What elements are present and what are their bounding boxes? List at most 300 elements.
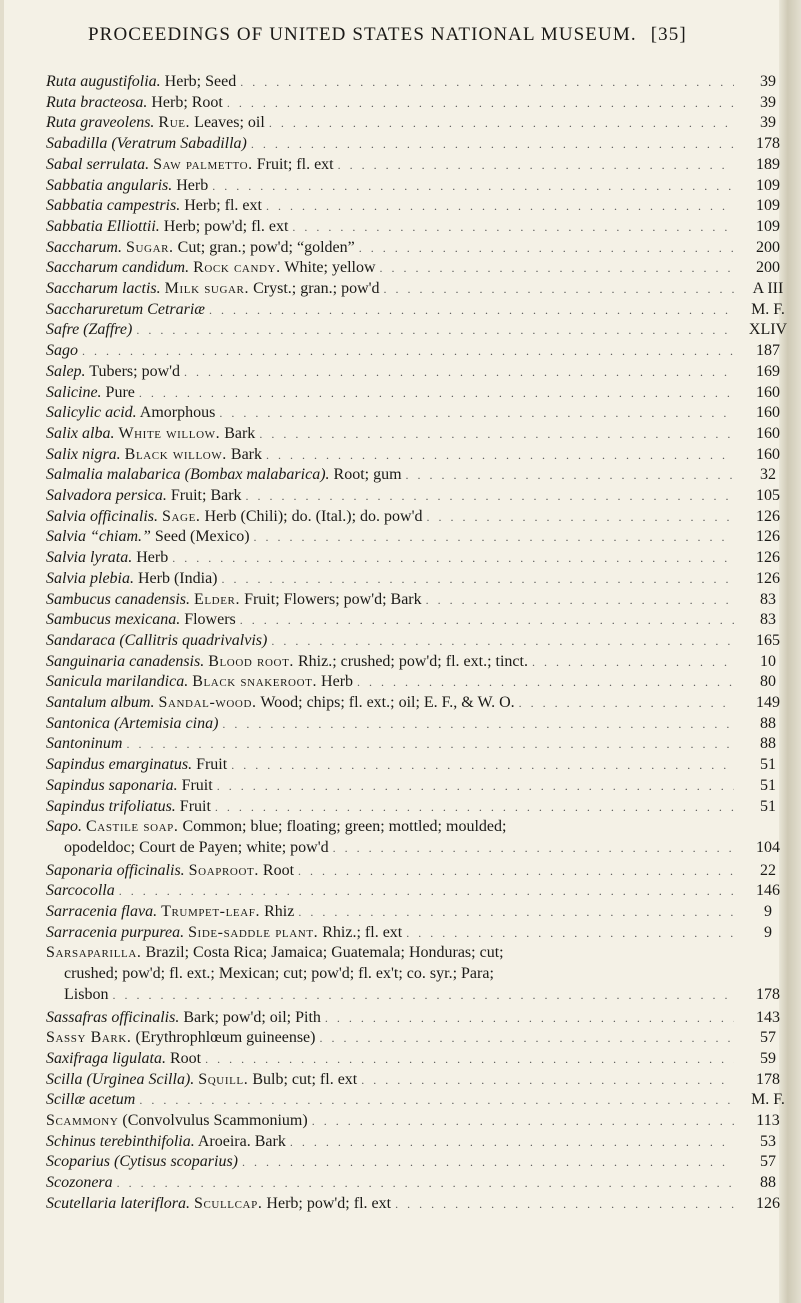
common-name: Rue.	[158, 114, 191, 132]
entry-description: Fruit	[181, 776, 213, 794]
entry-line	[46, 923, 738, 943]
entry-line	[46, 93, 738, 113]
entry-description: Rhiz.; crushed; pow'd; fl. ext.; tinct.	[298, 652, 528, 670]
page-reference: 109	[756, 217, 780, 235]
page-reference: 126	[756, 549, 780, 567]
entry-text	[46, 1008, 321, 1028]
entry-text	[46, 445, 262, 465]
entry-line	[46, 507, 738, 527]
latin-name: Salvia officinalis.	[46, 507, 158, 525]
latin-name: Salix nigra.	[46, 445, 121, 463]
entry-description: Fruit; Bark	[170, 487, 242, 504]
common-name: White willow.	[118, 424, 221, 442]
page-header	[88, 24, 768, 46]
latin-name: Scilla (Urginea Scilla).	[46, 1070, 195, 1088]
entry-text	[46, 1028, 315, 1048]
entry-text	[46, 279, 380, 299]
page-reference: 104	[756, 838, 780, 856]
latin-name: Salmalia malabarica (Bombax malabarica).	[46, 466, 330, 484]
latin-name: Sambucus canadensis.	[46, 590, 190, 608]
entry-text	[46, 1194, 391, 1214]
entry-line	[46, 341, 738, 361]
page-reference: 178	[756, 1070, 780, 1088]
entry-line	[46, 590, 738, 610]
common-name: Castile soap.	[86, 818, 179, 836]
common-name: Blood root.	[208, 652, 294, 670]
latin-name: Salvia lyrata.	[46, 549, 133, 567]
common-name: Saw palmetto.	[153, 155, 253, 173]
entry-text	[46, 569, 218, 589]
page-reference: 10	[760, 652, 776, 670]
dot-leader	[259, 424, 734, 444]
entry-text	[46, 238, 355, 258]
latin-name: Saccharum.	[46, 238, 122, 256]
entry-line	[46, 817, 506, 837]
latin-name: Sanicula marilandica.	[46, 673, 189, 691]
page-reference: M. F.	[751, 1091, 785, 1109]
entry-line	[46, 383, 738, 403]
dot-leader	[136, 320, 734, 340]
entry-line	[46, 362, 738, 382]
dot-leader	[333, 838, 734, 858]
entry-description: Fruit; Flowers; pow'd; Bark	[244, 590, 422, 608]
entry-text	[46, 861, 294, 881]
page-reference: 126	[756, 507, 780, 525]
entry-text	[46, 797, 211, 817]
latin-name: Salvia “chiam.”	[46, 528, 151, 546]
latin-name: Sapindus saponaria.	[46, 776, 178, 794]
latin-name: Sabbatia angularis.	[46, 176, 173, 194]
dot-leader	[242, 1152, 734, 1172]
common-name: Milk sugar.	[164, 280, 250, 297]
dot-leader	[246, 486, 734, 506]
entry-description: Seed (Mexico)	[154, 528, 250, 546]
page-reference: 51	[760, 776, 776, 794]
entry-line	[46, 1028, 738, 1048]
page-reference: 80	[760, 673, 776, 691]
page-reference: 9	[764, 903, 772, 920]
dot-leader	[406, 923, 734, 943]
entry-line	[46, 134, 738, 154]
entry-line	[46, 943, 504, 963]
entry-text	[46, 714, 218, 734]
entry-text	[46, 548, 168, 568]
page-reference: 57	[760, 1029, 776, 1047]
dot-leader	[312, 1111, 734, 1131]
entry-text	[46, 341, 78, 361]
dot-leader	[222, 569, 735, 589]
entry-continuation-line	[64, 985, 738, 1005]
page-reference: 143	[756, 1008, 780, 1026]
entry-text	[46, 1049, 201, 1069]
page-reference: 22	[760, 861, 776, 879]
latin-name: Scillæ acetum	[46, 1091, 136, 1109]
dot-leader	[231, 755, 734, 775]
dot-leader	[172, 548, 734, 568]
page-reference: 200	[756, 259, 780, 277]
dot-leader	[205, 1049, 734, 1069]
dot-leader	[406, 465, 734, 485]
page-reference: 53	[760, 1132, 776, 1150]
entry-description: Bark; pow'd; oil; Pith	[183, 1008, 321, 1026]
entry-text	[46, 403, 215, 423]
page-reference: A III	[752, 280, 784, 297]
entry-continuation: opodeldoc; Court de Payen; white; pow'd	[64, 838, 329, 856]
latin-name: Sambucus mexicana.	[46, 611, 181, 629]
entry-line	[46, 693, 738, 713]
entry-line	[46, 238, 738, 258]
entry-line	[46, 1152, 738, 1172]
page-reference: 9	[764, 923, 772, 941]
dot-leader	[222, 714, 734, 734]
latin-name: Santonica (Artemisia cina)	[46, 714, 219, 732]
running-title: PROCEEDINGS OF UNITED STATES NATIONAL MUSEUM.	[88, 24, 637, 45]
entry-line	[46, 610, 738, 630]
entry-text	[46, 693, 515, 713]
dot-leader	[139, 1090, 734, 1110]
entry-line	[46, 196, 738, 216]
dot-leader	[325, 1008, 734, 1028]
entry-text	[46, 507, 422, 527]
dot-leader	[271, 631, 734, 651]
page-reference: 165	[756, 631, 780, 649]
common-name: Rock candy.	[193, 259, 281, 277]
entry-line	[46, 797, 738, 817]
entry-text	[46, 818, 506, 835]
entry-description: Root	[170, 1049, 202, 1067]
entry-description: (Convolvulus Scammonium)	[122, 1112, 308, 1129]
dot-leader	[338, 155, 734, 175]
entry-line	[46, 155, 738, 175]
entry-line	[46, 631, 738, 651]
entry-text	[46, 1152, 238, 1172]
latin-name: Sassafras officinalis.	[46, 1008, 180, 1026]
entry-description: Root	[262, 861, 295, 879]
entry-text	[46, 1132, 286, 1152]
entry-text	[46, 631, 267, 651]
entry-text	[46, 93, 223, 113]
entry-description: Herb; Root	[151, 93, 223, 111]
latin-name: Ruta augustifolia.	[46, 73, 161, 90]
latin-name: Sarracenia flava.	[46, 903, 158, 920]
entry-continuation: crushed; pow'd; fl. ext.; Mexican; cut; pow'd; fl. ex't; co. syr.; Para;	[64, 965, 494, 983]
entry-text	[46, 902, 294, 922]
entry-text	[46, 362, 180, 382]
entry-line	[46, 1070, 738, 1090]
latin-name: Salicine.	[46, 383, 102, 401]
page-reference: 126	[756, 1194, 780, 1212]
page-left-edge	[0, 0, 4, 1303]
dot-leader	[395, 1194, 734, 1214]
entry-text	[46, 72, 236, 92]
page-reference: 105	[756, 487, 780, 504]
page-reference: 51	[760, 756, 776, 774]
dot-leader	[361, 1070, 734, 1090]
common-name: Sassy Bark.	[46, 1029, 132, 1047]
latin-name: Scoparius (Cytisus scoparius)	[46, 1153, 238, 1171]
entry-line	[46, 1008, 738, 1028]
entry-text	[46, 1111, 308, 1131]
entry-line	[46, 1173, 738, 1193]
entry-line	[46, 1090, 738, 1110]
common-name: Elder.	[193, 590, 241, 608]
dot-leader	[292, 217, 734, 237]
entry-text	[46, 527, 250, 547]
page-reference: 126	[756, 528, 780, 546]
common-name: Squill.	[198, 1070, 249, 1088]
dot-leader	[319, 1028, 734, 1048]
page-reference: 160	[756, 445, 780, 463]
latin-name: Saccharuretum Cetrariæ	[46, 300, 205, 318]
entry-description: (Erythrophlœum guineense)	[135, 1029, 316, 1047]
common-name: Scammony	[46, 1112, 119, 1129]
dot-leader	[532, 652, 734, 672]
page-reference: 39	[760, 73, 776, 90]
common-name: Scullcap.	[194, 1194, 263, 1212]
entry-text	[46, 383, 135, 403]
entry-line	[46, 113, 738, 133]
latin-name: Saccharum candidum.	[46, 259, 190, 277]
page-reference: 51	[760, 797, 776, 815]
entry-description: Bark	[230, 445, 263, 463]
entry-line	[46, 569, 738, 589]
page-reference: M. F.	[751, 300, 785, 318]
page-reference: 149	[756, 694, 780, 711]
page-reference: 83	[760, 590, 776, 608]
latin-name: Sarcocolla	[46, 882, 115, 900]
page-reference: 88	[760, 714, 776, 732]
entry-line	[46, 902, 738, 922]
entry-text	[46, 881, 115, 901]
entry-line	[46, 1111, 738, 1131]
page-reference: 146	[756, 882, 780, 900]
entry-text	[46, 486, 242, 506]
entry-line	[46, 861, 738, 881]
dot-leader	[219, 403, 734, 423]
common-name: Black snakeroot.	[192, 673, 318, 691]
entry-line	[46, 258, 738, 278]
page-reference: 88	[760, 735, 776, 753]
dot-leader	[126, 734, 734, 754]
dot-leader	[266, 196, 734, 216]
common-name: Sarsaparilla.	[46, 944, 142, 962]
page-reference: 83	[760, 611, 776, 629]
dot-leader	[119, 881, 734, 901]
page-reference: 113	[756, 1112, 780, 1129]
latin-name: Saccharum lactis.	[46, 280, 161, 297]
latin-name: Santalum album.	[46, 694, 155, 711]
latin-name: Sarracenia purpurea.	[46, 923, 185, 941]
entry-line	[46, 1049, 738, 1069]
latin-name: Sabbatia Elliottii.	[46, 217, 160, 235]
entry-line	[46, 320, 738, 340]
common-name: Sandal-wood.	[158, 694, 257, 711]
page-reference: 169	[756, 362, 780, 380]
latin-name: Scozonera	[46, 1174, 113, 1192]
page-reference: 32	[760, 466, 776, 484]
page-reference: 59	[760, 1049, 776, 1067]
dot-leader	[380, 258, 734, 278]
dot-leader	[240, 72, 734, 92]
entry-text	[46, 424, 255, 444]
entry-line	[46, 403, 738, 423]
latin-name: Safre (Zaffre)	[46, 321, 133, 339]
common-name: Side-saddle plant.	[188, 923, 319, 941]
dot-leader	[269, 113, 734, 133]
page-reference: 39	[760, 93, 776, 111]
entry-text	[46, 300, 205, 320]
entry-text	[46, 196, 262, 216]
entry-continuation-line	[64, 838, 738, 858]
entry-description: Rhiz	[264, 903, 295, 920]
entry-line	[46, 1194, 738, 1214]
entry-description: Leaves; oil	[194, 114, 265, 132]
entry-description: Amorphous	[139, 404, 216, 422]
page-reference: 200	[756, 238, 780, 256]
entry-description: Herb (India)	[137, 569, 218, 587]
entry-text	[46, 776, 213, 796]
latin-name: Salicylic acid.	[46, 404, 137, 422]
entry-line	[46, 445, 738, 465]
entry-line	[46, 279, 738, 299]
entry-description: Herb; Seed	[164, 73, 237, 90]
page-reference: XLIV	[748, 321, 788, 339]
dot-leader	[298, 861, 734, 881]
dot-leader	[217, 776, 734, 796]
common-name: Black willow.	[124, 445, 227, 463]
entry-line	[46, 755, 738, 775]
entry-text	[46, 923, 402, 943]
page-reference: 88	[760, 1174, 776, 1192]
entry-description: Fruit	[179, 797, 211, 815]
latin-name: Salix alba.	[46, 424, 115, 442]
entry-line	[46, 465, 738, 485]
dot-leader	[139, 383, 734, 403]
common-name: Sugar.	[125, 238, 174, 256]
entry-description: Herb; pow'd; fl. ext	[266, 1194, 392, 1212]
entry-description: Herb; pow'd; fl. ext	[163, 217, 289, 235]
entry-text	[46, 217, 288, 237]
latin-name: Salep.	[46, 362, 86, 380]
entry-line	[46, 652, 738, 672]
entry-description: White; yellow	[284, 259, 376, 277]
common-name: Trumpet-leaf.	[161, 903, 261, 920]
entry-description: Cut; gran.; pow'd; “golden”	[177, 238, 355, 256]
dot-leader	[215, 797, 734, 817]
entry-line	[46, 300, 738, 320]
page-reference: 109	[756, 176, 780, 194]
entry-line	[46, 217, 738, 237]
page-reference: 57	[760, 1153, 776, 1171]
dot-leader	[112, 985, 734, 1005]
latin-name: Scutellaria lateriflora.	[46, 1194, 190, 1212]
entry-text	[46, 944, 504, 961]
dot-leader	[290, 1132, 734, 1152]
entry-text	[46, 176, 208, 196]
entry-text	[46, 652, 528, 672]
latin-name: Salvadora persica.	[46, 487, 167, 504]
common-name: Sage.	[162, 507, 201, 525]
entry-line	[46, 424, 738, 444]
entry-line	[46, 548, 738, 568]
entry-line	[46, 776, 738, 796]
dot-leader	[209, 300, 734, 320]
latin-name: Ruta bracteosa.	[46, 93, 148, 111]
entry-description: Herb	[176, 176, 209, 194]
entry-text	[46, 1070, 357, 1090]
entry-text	[46, 1173, 113, 1193]
latin-name: Sabadilla (Veratrum Sabadilla)	[46, 135, 247, 153]
dot-leader	[357, 672, 734, 692]
dot-leader	[227, 93, 734, 113]
entry-text	[46, 155, 334, 175]
entry-description: Herb; fl. ext	[184, 197, 262, 215]
latin-name: Salvia plebia.	[46, 569, 134, 587]
entry-text	[46, 1090, 135, 1110]
dot-leader	[384, 279, 734, 299]
dot-leader	[359, 238, 734, 258]
latin-name: Schinus terebinthifolia.	[46, 1132, 195, 1150]
entry-description: Herb	[321, 673, 354, 691]
entry-description: Herb (Chili); do. (Ital.); do. pow'd	[204, 507, 423, 525]
latin-name: Sago	[46, 342, 78, 360]
latin-name: Sanguinaria canadensis.	[46, 652, 205, 670]
latin-name: Sabal serrulata.	[46, 155, 150, 173]
entry-line	[46, 72, 738, 92]
entry-text	[46, 258, 376, 278]
latin-name: Sapindus trifoliatus.	[46, 797, 176, 815]
entry-line	[46, 672, 738, 692]
entry-line	[46, 1132, 738, 1152]
entry-line	[46, 486, 738, 506]
entry-description: Tubers; pow'd	[89, 362, 181, 380]
entry-text	[46, 755, 227, 775]
entry-description: Bulb; cut; fl. ext	[252, 1070, 358, 1088]
latin-name: Sapo.	[46, 818, 82, 836]
page-reference: 160	[756, 424, 780, 442]
common-name: Soaproot.	[188, 861, 259, 879]
page-reference: 39	[760, 114, 776, 132]
entry-description: Bark	[224, 424, 256, 442]
dot-leader	[426, 590, 734, 610]
page-reference: 178	[756, 985, 780, 1003]
entry-text	[46, 320, 132, 340]
entry-text	[46, 590, 422, 610]
entry-continuation: Lisbon	[64, 985, 109, 1003]
page-reference: 178	[756, 135, 780, 153]
dot-leader	[212, 176, 734, 196]
entry-description: Fruit	[196, 756, 228, 774]
entry-line	[46, 881, 738, 901]
entry-line	[46, 527, 738, 547]
entry-text	[46, 465, 402, 485]
latin-name: Sandaraca (Callitris quadrivalvis)	[46, 631, 268, 649]
entry-description: Wood; chips; fl. ext.; oil; E. F., & W. O.	[260, 694, 515, 711]
latin-name: Sabbatia campestris.	[46, 197, 181, 215]
dot-leader	[184, 362, 734, 382]
page-number: [35]	[650, 24, 687, 45]
entry-description: Rhiz.; fl. ext	[322, 923, 403, 941]
dot-leader	[254, 527, 734, 547]
entry-description: Common; blue; floating; green; mottled; moulded;	[182, 818, 507, 836]
dot-leader	[298, 902, 734, 922]
entry-description: Aroeira. Bark	[197, 1132, 286, 1150]
latin-name: Ruta graveolens.	[46, 114, 155, 132]
dot-leader	[266, 445, 734, 465]
dot-leader	[82, 341, 734, 361]
page-reference: 126	[756, 569, 780, 587]
dot-leader	[426, 507, 734, 527]
